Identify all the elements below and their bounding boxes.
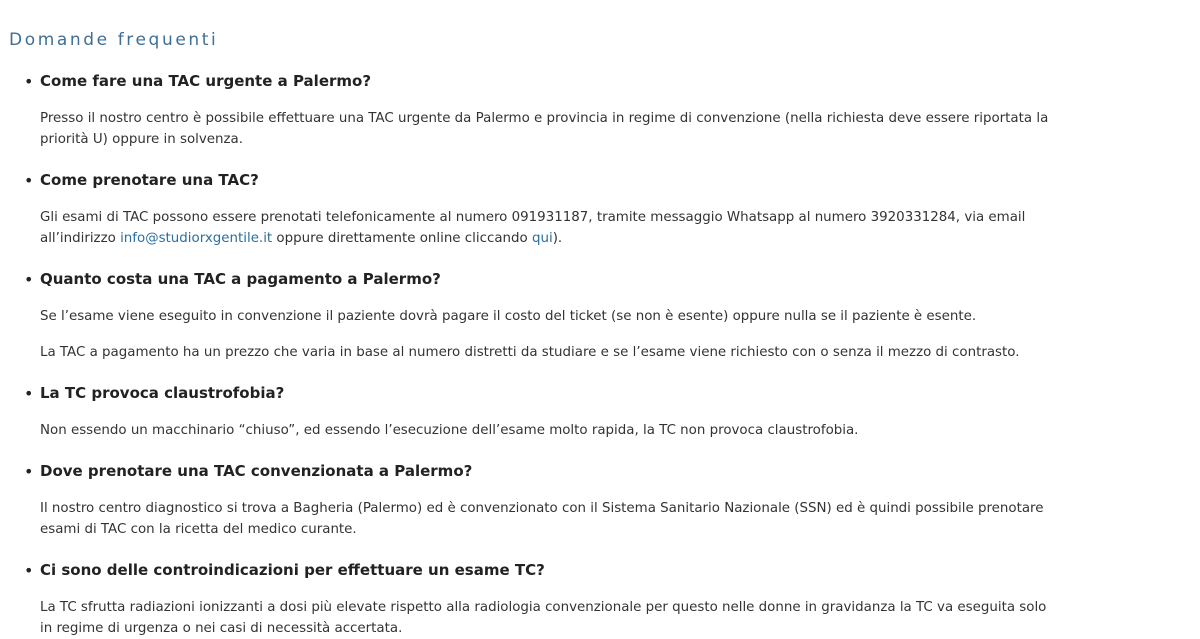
faq-answer <box>40 207 1050 249</box>
faq-question: Dove prenotare una TAC convenzionata a Palermo? <box>40 462 473 480</box>
faq-question: Come fare una TAC urgente a Palermo? <box>40 72 372 90</box>
faq-item-tac-urgente <box>0 66 1060 150</box>
answer-text: ). <box>552 231 563 246</box>
bullet-icon: • <box>24 171 34 190</box>
faq-list <box>0 66 1060 639</box>
bullet-icon: • <box>24 462 34 481</box>
faq-question: La TC provoca claustrofobia? <box>40 384 285 402</box>
bullet-icon: • <box>24 384 34 403</box>
faq-answer: Se l’esame viene eseguito in convenzione il paziente dovrà pagare il costo del ticket (se non è esente) oppure nulla se il paziente è esente. <box>40 309 977 324</box>
bullet-icon: • <box>24 270 34 289</box>
faq-question: Come prenotare una TAC? <box>40 171 259 189</box>
faq-title: Domande frequenti <box>9 30 219 50</box>
faq-item-claustrofobia <box>0 378 1060 441</box>
answer-text: Gli esami di TAC possono essere prenotati telefonicamente al numero 091931187, tramite messaggio Whatsapp al numero 3920331284, via email all’indirizzo <box>40 210 1026 246</box>
faq-question: Quanto costa una TAC a pagamento a Palermo? <box>40 270 441 288</box>
faq-answer: Non essendo un macchinario “chiuso”, ed essendo l’esecuzione dell’esame molto rapida, la TC non provoca claustrofobia. <box>40 423 859 438</box>
faq-answer: La TC sfrutta radiazioni ionizzanti a dosi più elevate rispetto alla radiologia convenzionale per questo nelle donne in gravidanza la TC va eseguita solo in regime di urgenza o nei casi di necessità accertata. <box>40 600 1047 636</box>
answer-text: oppure direttamente online cliccando <box>272 231 532 246</box>
faq-answer: Presso il nostro centro è possibile effettuare una TAC urgente da Palermo e provincia in regime di convenzione (nella richiesta deve essere riportata la priorità U) oppure in solvenza. <box>40 111 1049 147</box>
faq-item-costo-tac <box>0 264 1060 363</box>
faq-answer: Il nostro centro diagnostico si trova a Bagheria (Palermo) ed è convenzionato con il Sistema Sanitario Nazionale (SSN) ed è quindi possibile prenotare esami di TAC con la ricetta del medico curante. <box>40 501 1044 537</box>
faq-question: Ci sono delle controindicazioni per effettuare un esame TC? <box>40 561 545 579</box>
email-link[interactable]: info@studiorxgentile.it <box>120 231 273 246</box>
faq-item-prenotare-tac <box>0 165 1060 249</box>
faq-item-tac-convenzionata <box>0 456 1060 540</box>
online-booking-link[interactable]: qui <box>531 231 553 246</box>
faq-item-controindicazioni <box>0 555 1060 639</box>
bullet-icon: • <box>24 72 34 91</box>
bullet-icon: • <box>24 561 34 580</box>
faq-answer: La TAC a pagamento ha un prezzo che varia in base al numero distretti da studiare e se l’esame viene richiesto con o senza il mezzo di contrasto. <box>40 345 1020 360</box>
